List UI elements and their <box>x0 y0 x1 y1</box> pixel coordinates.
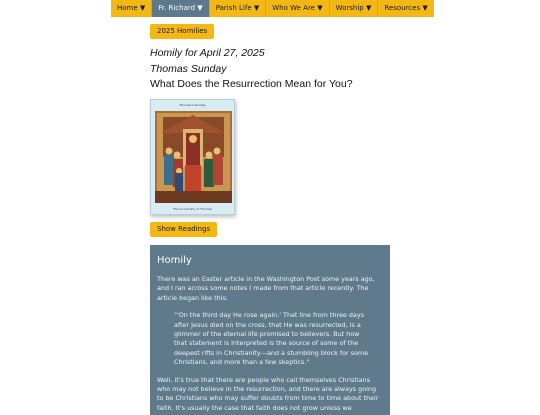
nav-parish-life[interactable]: Parish Life ▼ <box>210 0 267 17</box>
nav-worship[interactable]: Worship ▼ <box>330 0 379 17</box>
homily-paragraph: There was an Easter article in the Washington Post some years ago, and I ran across some notes I made from that article recently. The article began like this: <box>157 275 375 302</box>
icon-caption-top: Thomas's Sunday <box>179 103 206 107</box>
homily-title: What Does the Resurrection Mean for You? <box>150 78 353 90</box>
feast-name: Thomas Sunday <box>150 63 227 75</box>
show-readings-button[interactable]: Show Readings <box>150 222 217 237</box>
homily-date: Homily for April 27, 2025 <box>150 47 265 59</box>
homily-heading: Homily <box>157 255 192 266</box>
icon-painting <box>155 111 232 203</box>
homily-paragraph: Well, it's true that there are people who call themselves Christians who may not believe in the resurrection, and there are always going to be Christians who may suffer doubts from time to time about their faith. It's usually the case that faith does not grow unless we <box>157 375 379 412</box>
top-navigation <box>111 0 434 17</box>
homily-quote: "'On the third day He rose again.' That line from three days after Jesus died on the cross, that He was resurrected, is a glimmer of the eternal life promised to believers. But how that statement is interpreted is the source of some of the deepest rifts in Christianity—and a stumbling block for some Christians, and more than a few skeptics." <box>174 311 369 367</box>
nav-fr-richard[interactable]: Fr. Richard ▼ <box>152 0 209 17</box>
icon-caption-bottom: The Incredulity of Thomas <box>172 207 213 211</box>
nav-home[interactable]: Home ▼ <box>111 0 152 17</box>
homily-panel <box>150 245 390 415</box>
nav-resources[interactable]: Resources ▼ <box>384 4 428 12</box>
thomas-sunday-icon-image <box>150 99 235 215</box>
nav-who-we-are[interactable]: Who We Are ▼ <box>266 0 329 17</box>
homilies-2025-button[interactable]: 2025 Homilies <box>150 24 214 39</box>
